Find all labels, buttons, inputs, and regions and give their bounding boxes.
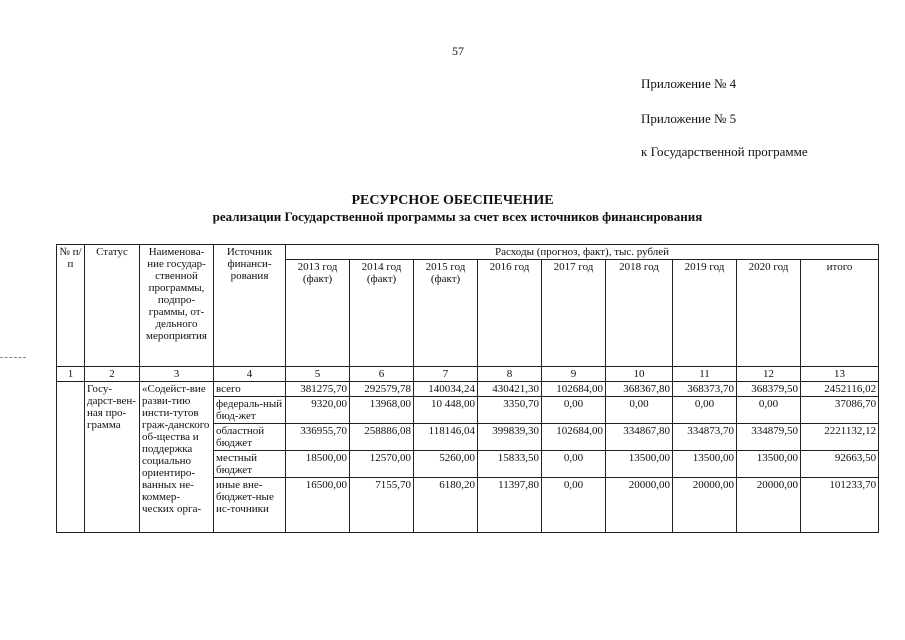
value-cell: 18500,00 <box>286 451 350 478</box>
column-number-row <box>57 367 879 382</box>
document-subtitle: реализации Государственной программы за счет всех источников финансирования <box>212 209 703 224</box>
value-cell: 15833,50 <box>478 451 542 478</box>
header-year: 2013 год (факт) <box>286 260 350 367</box>
value-cell: 334873,70 <box>673 424 737 451</box>
row-source: иные вне-бюджет-ные ис-точники <box>214 478 286 533</box>
header-name: Наименова-ние государ-ственной программы, подпро-граммы, от-дельного мероприятия <box>140 245 214 367</box>
header-year: 2019 год <box>673 260 737 367</box>
value-cell: 6180,20 <box>414 478 478 533</box>
row-source: областной бюджет <box>214 424 286 451</box>
row-source: всего <box>214 382 286 397</box>
header-row-1 <box>57 245 879 260</box>
value-cell: 381275,70 <box>286 382 350 397</box>
value-cell: 2221132,12 <box>801 424 879 451</box>
value-cell: 92663,50 <box>801 451 879 478</box>
header-no: № п/п <box>57 245 85 367</box>
value-cell: 0,00 <box>542 397 606 424</box>
page-number: 57 <box>452 44 464 58</box>
value-cell: 334879,50 <box>737 424 801 451</box>
column-number: 3 <box>140 367 214 382</box>
value-cell: 5260,00 <box>414 451 478 478</box>
row-status: Госу-дарст-вен-ная про-грамма <box>85 382 140 533</box>
value-cell: 12570,00 <box>350 451 414 478</box>
column-number: 13 <box>801 367 879 382</box>
value-cell: 258886,08 <box>350 424 414 451</box>
value-cell: 16500,00 <box>286 478 350 533</box>
value-cell: 368379,50 <box>737 382 801 397</box>
header-year: 2014 год (факт) <box>350 260 414 367</box>
appendix-line-2: Приложение № 5 <box>641 111 737 126</box>
document-title: РЕСУРСНОЕ ОБЕСПЕЧЕНИЕ <box>351 193 554 208</box>
value-cell: 13500,00 <box>737 451 801 478</box>
row-source: местный бюджет <box>214 451 286 478</box>
value-cell: 13500,00 <box>673 451 737 478</box>
column-number: 2 <box>85 367 140 382</box>
value-cell: 368373,70 <box>673 382 737 397</box>
value-cell: 0,00 <box>542 478 606 533</box>
header-year: 2020 год <box>737 260 801 367</box>
header-status: Статус <box>85 245 140 367</box>
column-number: 11 <box>673 367 737 382</box>
column-number: 6 <box>350 367 414 382</box>
value-cell: 101233,70 <box>801 478 879 533</box>
value-cell: 399839,30 <box>478 424 542 451</box>
value-cell: 13968,00 <box>350 397 414 424</box>
value-cell: 37086,70 <box>801 397 879 424</box>
column-number: 4 <box>214 367 286 382</box>
value-cell: 3350,70 <box>478 397 542 424</box>
row-no <box>57 382 85 533</box>
value-cell: 0,00 <box>542 451 606 478</box>
value-cell: 368367,80 <box>606 382 673 397</box>
value-cell: 430421,30 <box>478 382 542 397</box>
header-year: 2015 год (факт) <box>414 260 478 367</box>
value-cell: 10 448,00 <box>414 397 478 424</box>
row-source: федераль-ный бюд-жет <box>214 397 286 424</box>
margin-mark <box>0 357 26 358</box>
column-number: 10 <box>606 367 673 382</box>
appendix-line-1: Приложение № 4 <box>641 76 737 91</box>
value-cell: 11397,80 <box>478 478 542 533</box>
value-cell: 2452116,02 <box>801 382 879 397</box>
column-number: 9 <box>542 367 606 382</box>
appendix-line-3: к Государственной программе <box>641 144 808 159</box>
value-cell: 0,00 <box>673 397 737 424</box>
value-cell: 336955,70 <box>286 424 350 451</box>
column-number: 5 <box>286 367 350 382</box>
header-year: 2018 год <box>606 260 673 367</box>
resource-table <box>56 244 879 533</box>
value-cell: 334867,80 <box>606 424 673 451</box>
value-cell: 9320,00 <box>286 397 350 424</box>
value-cell: 102684,00 <box>542 382 606 397</box>
header-source: Источник финанси-рования <box>214 245 286 367</box>
value-cell: 102684,00 <box>542 424 606 451</box>
value-cell: 20000,00 <box>737 478 801 533</box>
value-cell: 140034,24 <box>414 382 478 397</box>
value-cell: 20000,00 <box>606 478 673 533</box>
header-year: 2016 год <box>478 260 542 367</box>
value-cell: 292579,78 <box>350 382 414 397</box>
value-cell: 118146,04 <box>414 424 478 451</box>
value-cell: 0,00 <box>606 397 673 424</box>
header-year: 2017 год <box>542 260 606 367</box>
header-expenses: Расходы (прогноз, факт), тыс. рублей <box>286 245 879 260</box>
value-cell: 0,00 <box>737 397 801 424</box>
value-cell: 20000,00 <box>673 478 737 533</box>
row-name: «Содейст-вие разви-тию инсти-тутов граж-данского об-щества и поддержка социально ориентиро-ванных не-коммер-ческих орга- <box>140 382 214 533</box>
header-total: итого <box>801 260 879 367</box>
value-cell: 7155,70 <box>350 478 414 533</box>
column-number: 1 <box>57 367 85 382</box>
value-cell: 13500,00 <box>606 451 673 478</box>
column-number: 8 <box>478 367 542 382</box>
table-row <box>57 382 879 397</box>
column-number: 7 <box>414 367 478 382</box>
column-number: 12 <box>737 367 801 382</box>
